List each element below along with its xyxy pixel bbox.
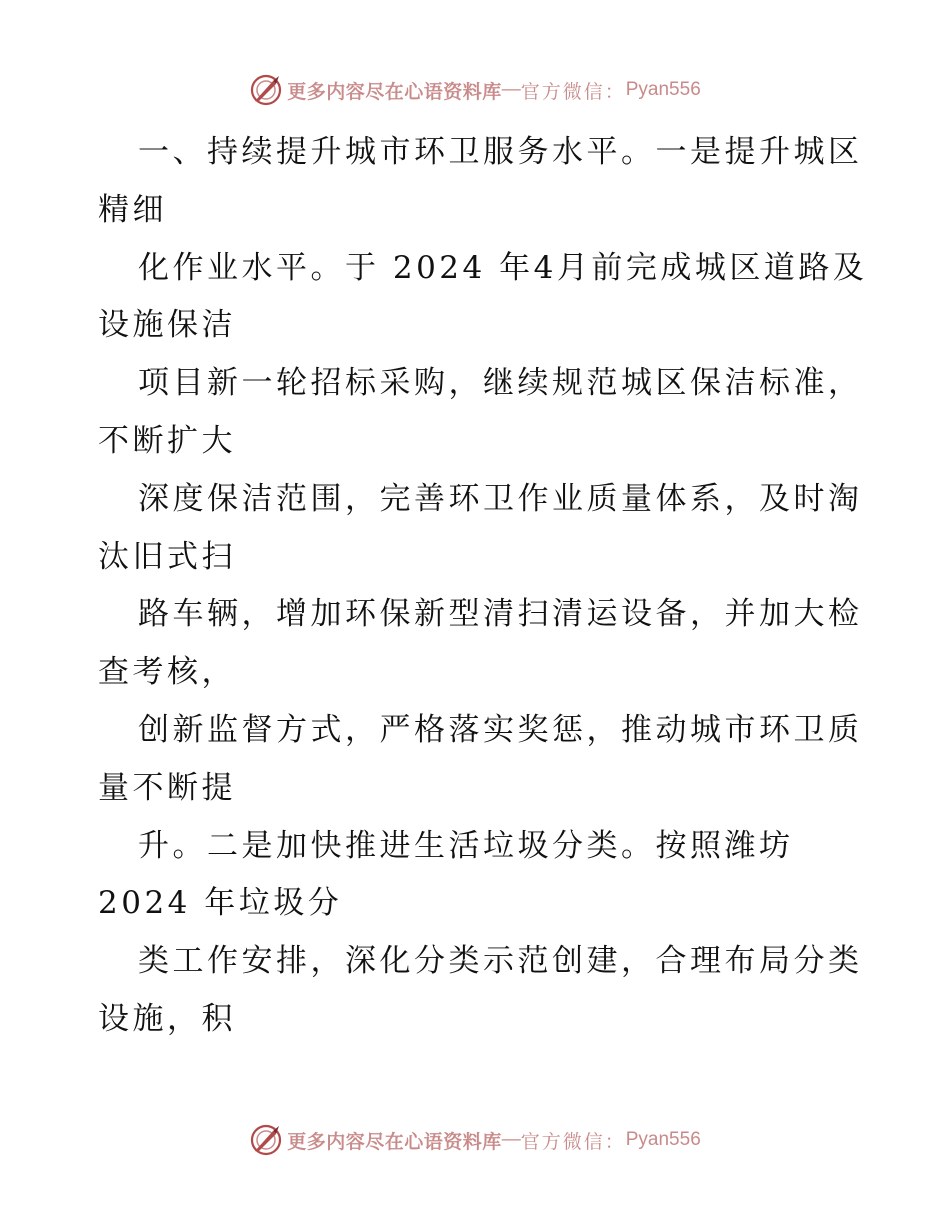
body-line: 设施，积 <box>98 1000 236 1037</box>
header-watermark <box>0 70 950 110</box>
body-line: 设施保洁 <box>98 307 236 344</box>
body-line: 路车辆，增加环保新型清扫清运设备，并加大检 <box>138 596 863 633</box>
body-line: 类工作安排，深化分类示范创建，合理布局分类 <box>138 943 863 980</box>
body-line: 项目新一轮招标采购，继续规范城区保洁标准， <box>138 365 863 402</box>
watermark-wechat-label: 官方微信： <box>520 80 626 103</box>
body-line: 升。二是加快推进生活垃圾分类。按照潍坊 <box>138 827 794 864</box>
watermark-wechat-id: Pyan556 <box>625 79 701 100</box>
body-line: 查考核， <box>98 654 236 691</box>
watermark-title: 更多内容尽在心语资料库 <box>287 1130 502 1153</box>
body-line: 不断扩大 <box>98 422 236 459</box>
body-line: 创新监督方式，严格落实奖惩，推动城市环卫质 <box>138 711 863 748</box>
body-line: 汰旧式扫 <box>98 538 236 575</box>
quill-logo-icon <box>249 73 283 107</box>
watermark-wechat-label: 官方微信： <box>520 1130 626 1153</box>
body-line: 化作业水平。于 2024 年4月前完成城区道路及 <box>138 249 868 286</box>
footer-watermark <box>0 1120 950 1160</box>
document-body <box>98 124 868 1049</box>
watermark-title: 更多内容尽在心语资料库 <box>287 80 502 103</box>
body-line: 量不断提 <box>98 769 236 806</box>
watermark-dash: — <box>501 79 521 100</box>
body-line: 深度保洁范围，完善环卫作业质量体系，及时淘 <box>138 480 863 517</box>
watermark-dash: — <box>501 1129 521 1150</box>
watermark-wechat-id: Pyan556 <box>625 1129 701 1150</box>
body-line: 2024 年垃圾分 <box>98 885 343 922</box>
body-line: 精细 <box>98 191 167 228</box>
quill-logo-icon <box>249 1123 283 1157</box>
body-line: 一、持续提升城市环卫服务水平。一是提升城区 <box>138 134 863 170</box>
